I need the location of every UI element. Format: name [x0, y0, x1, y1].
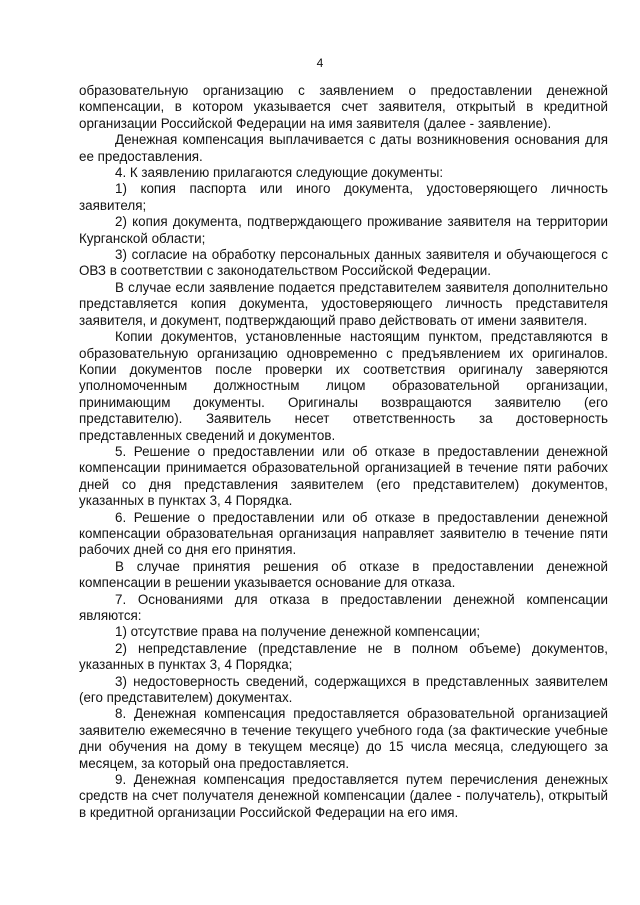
paragraph: Копии документов, установленные настоящим пунктом, представляются в образовательную организацию одновременно с предъявлением их оригиналов. Копии документов после проверки их соответствия оригиналу заверяются уполномоченным должностным лицом образовательной организации, принимающим документы. Оригиналы возвращаются заявителю (его представителю). Заявитель несет ответственность за достоверность представленных сведений и документов. — [79, 329, 608, 443]
paragraph: В случае если заявление подается представителем заявителя дополнительно представляется копия документа, удостоверяющего личность представителя заявителя, и документ, подтверждающий право действовать от имени заявителя. — [79, 279, 608, 328]
paragraph: В случае принятия решения об отказе в предоставлении денежной компенсации в решении указывается основание для отказа. — [79, 558, 608, 591]
list-item: 2) непредставление (представление не в полном объеме) документов, указанных в пунктах 3, 4 Порядка; — [79, 640, 608, 673]
paragraph: 7. Основаниями для отказа в предоставлении денежной компенсации являются: — [79, 591, 608, 623]
list-item: 2) копия документа, подтверждающего проживание заявителя на территории Курганской области; — [79, 214, 608, 246]
paragraph: 5. Решение о предоставлении или об отказе в предоставлении денежной компенсации принимается образовательной организацией в течение пяти рабочих дней со дня представления заявителем (его представителем) документов, указанных в пунктах 3, 4 Порядка. — [79, 443, 608, 509]
paragraph: Денежная компенсация выплачивается с даты возникновения основания для ее предоставления. — [79, 132, 608, 164]
list-item: 1) копия паспорта или иного документа, удостоверяющего личность заявителя; — [79, 181, 608, 213]
paragraph: образовательную организацию с заявлением о предоставлении денежной компенсации, в котором указывается счет заявителя, открытый в кредитной организации Российской Федерации на имя заявителя (далее - заявление). — [79, 83, 608, 131]
paragraph: 4. К заявлению прилагаются следующие документы: — [115, 165, 444, 181]
list-item: 3) недостоверность сведений, содержащихся в представленных заявителем (его представителем) документах. — [79, 673, 608, 706]
document-body — [79, 83, 608, 821]
page-number: 4 — [316, 56, 324, 70]
paragraph: 6. Решение о предоставлении или об отказе в предоставлении денежной компенсации образовательная организация направляет заявителю в течение пяти рабочих дней со дня его принятия. — [79, 509, 608, 558]
list-item: 3) согласие на обработку персональных данных заявителя и обучающегося с ОВЗ в соответствии с законодательством Российской Федерации. — [79, 247, 608, 279]
list-item: 1) отсутствие права на получение денежной компенсации; — [115, 624, 481, 640]
paragraph: 9. Денежная компенсация предоставляется путем перечисления денежных средств на счет получателя денежной компенсации (далее - получатель), открытый в кредитной организации Российской Федерации на его имя. — [79, 772, 608, 820]
paragraph: 8. Денежная компенсация предоставляется образовательной организацией заявителю ежемесячно в течение текущего учебного года (за фактические учебные дни обучения на дому в текущем месяце) до 15 числа месяца, следующего за месяцем, за который она предоставляется. — [79, 706, 608, 771]
